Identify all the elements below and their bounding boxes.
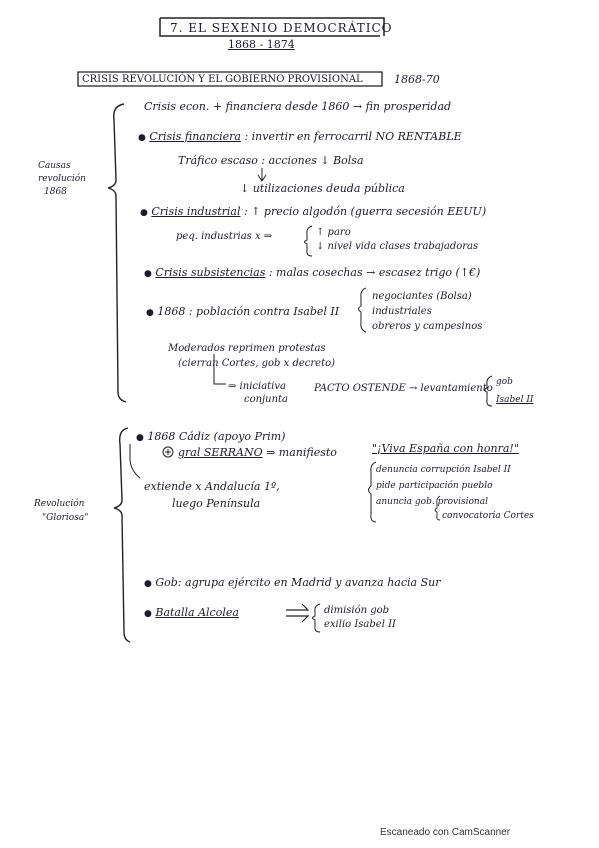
note-line: Moderados reprimen protestas — [168, 343, 326, 354]
note-line: gob — [496, 377, 513, 387]
note-line: peq. industrias x ⇒ — [176, 231, 273, 242]
side-label-line: Revolución — [34, 499, 85, 509]
side-label-line: revolución — [38, 174, 86, 184]
topic-label: Crisis financiera — [149, 130, 241, 143]
scanner-watermark: Escaneado con CamScanner — [380, 827, 511, 838]
note-line: PACTO OSTENDE → levantamiento — [314, 383, 493, 394]
topic-text: Gob: agrupa ejército en Madrid y avanza hacia Sur — [155, 576, 441, 589]
side-label-line: Causas — [38, 161, 71, 171]
note-line: ● Crisis industrial : ↑ precio algodón (guerra secesión EEUU) — [140, 205, 487, 218]
note-line: ⇒ iniciativa — [228, 381, 286, 392]
note-line: Crisis econ. + financiera desde 1860 → fin prosperidad — [144, 100, 452, 113]
topic-label: gral SERRANO — [178, 446, 263, 459]
topic-label: Batalla Alcolea — [155, 606, 239, 619]
note-line: ↓ nivel vida clases trabajadoras — [316, 241, 479, 252]
page-title: 7. EL SEXENIO DEMOCRÁTICO — [170, 21, 393, 35]
note-line: ↑ paro — [316, 227, 351, 238]
topic-text: : malas cosechas → escasez trigo (↑€) — [268, 266, 481, 279]
note-line: obreros y campesinos — [372, 321, 483, 332]
topic-text: : ↑ precio algodón (guerra secesión EEUU) — [244, 205, 487, 218]
note-line: (cierran Cortes, gob x decreto) — [178, 358, 336, 369]
note-line: ● Gob: agrupa ejército en Madrid y avanza hacia Sur — [144, 576, 441, 589]
title-years: 1868 - 1874 — [228, 38, 295, 51]
note-line: anuncia gob. provisional — [376, 497, 488, 507]
topic-text: ⇒ manifiesto — [266, 446, 337, 459]
note-line: conjunta — [244, 394, 289, 405]
note-line: "¡Viva España con honra!" — [372, 442, 519, 455]
topic-text: 1868 Cádiz (apoyo Prim) — [147, 430, 286, 443]
note-line: ↓ utilizaciones deuda pública — [240, 182, 405, 195]
note-line: Tráfico escaso : acciones ↓ Bolsa — [178, 154, 364, 167]
note-line: exilio Isabel II — [324, 619, 396, 630]
topic-text: : invertir en ferrocarril NO RENTABLE — [244, 130, 462, 143]
topic-text: 1868 : población contra Isabel II — [157, 305, 340, 318]
note-line: ● Batalla Alcolea — [144, 606, 239, 619]
note-line — [178, 446, 337, 459]
note-line: ● 1868 : población contra Isabel II — [146, 305, 340, 318]
note-line: industriales — [372, 306, 432, 317]
section-heading: CRISIS REVOLUCIÓN Y EL GOBIERNO PROVISIONAL — [82, 74, 363, 85]
note-line: dimisión gob — [324, 605, 390, 616]
note-line: luego Península — [172, 497, 261, 510]
note-line: convocatoria Cortes — [442, 511, 534, 521]
topic-label: Crisis subsistencias — [155, 266, 266, 279]
note-line: ● Crisis financiera : invertir en ferrocarril NO RENTABLE — [138, 130, 462, 143]
topic-label: Crisis industrial — [151, 205, 241, 218]
side-label-line: "Gloriosa" — [42, 513, 89, 523]
note-line: Isabel II — [496, 395, 534, 405]
side-label-line: 1868 — [44, 187, 67, 197]
note-line: extiende x Andalucía 1º, — [144, 480, 280, 493]
note-line: ● Crisis subsistencias : malas cosechas → escasez trigo (↑€) — [144, 266, 481, 279]
note-line: negociantes (Bolsa) — [372, 291, 472, 302]
note-line: ● 1868 Cádiz (apoyo Prim) — [136, 430, 286, 443]
note-line: pide participación pueblo — [376, 481, 493, 491]
note-line: denuncia corrupción Isabel II — [376, 465, 511, 475]
section-dates: 1868-70 — [394, 73, 440, 86]
